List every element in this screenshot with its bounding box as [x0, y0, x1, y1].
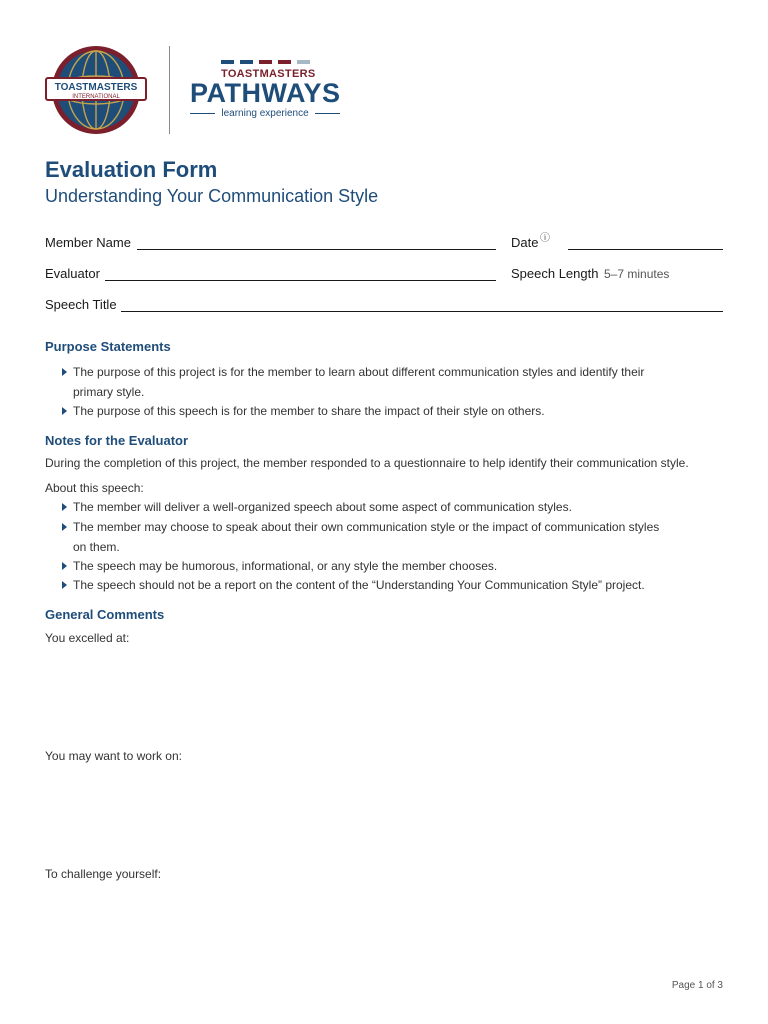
bullet-icon [62, 368, 67, 376]
notes-heading: Notes for the Evaluator [45, 433, 189, 448]
list-item-text: The speech may be humorous, informational, or any style the member chooses. [73, 559, 498, 573]
tm-logo-lower: INTERNATIONAL [72, 94, 120, 100]
pathways-color-bars [221, 60, 310, 64]
list-item-text: The purpose of this project is for the member to learn about different communication styles and identify their [73, 365, 645, 379]
toastmasters-logo [44, 44, 148, 136]
list-item-text: primary style. [73, 385, 145, 399]
general-comments-heading: General Comments [45, 607, 165, 622]
bullet-icon [62, 523, 67, 531]
list-item-text: on them. [73, 540, 120, 554]
list-item [62, 497, 722, 517]
evaluator-label: Evaluator [45, 266, 100, 281]
pathways-logo-main: PATHWAYS [190, 78, 341, 108]
page-subtitle: Understanding Your Communication Style [45, 186, 379, 206]
speech-length-value: 5–7 minutes [604, 267, 670, 281]
speech-length-label: Speech Length [511, 266, 599, 281]
bullet-icon [62, 581, 67, 589]
bullet-icon [62, 503, 67, 511]
date-label: Date [511, 235, 539, 250]
list-item [62, 517, 722, 557]
notes-intro: During the completion of this project, the member responded to a questionnaire to help identify their communication style. [45, 456, 689, 470]
pathways-logo-tagline-row [190, 108, 340, 119]
list-item [62, 362, 722, 402]
purpose-heading: Purpose Statements [45, 339, 171, 354]
member-name-label: Member Name [45, 235, 131, 250]
challenge-label: To challenge yourself: [45, 867, 162, 881]
work-on-label: You may want to work on: [45, 749, 182, 763]
speech-title-field[interactable] [121, 311, 723, 312]
speech-title-label: Speech Title [45, 297, 117, 312]
excelled-label: You excelled at: [45, 631, 130, 645]
pathways-logo-top: TOASTMASTERS [221, 68, 316, 80]
bullet-icon [62, 407, 67, 415]
list-item [62, 556, 722, 576]
date-field[interactable] [568, 249, 723, 250]
bullet-icon [62, 562, 67, 570]
list-item-text: The speech should not be a report on the content of the “Understanding Your Communication Style” project. [73, 578, 645, 592]
tm-logo-upper: TOASTMASTERS [54, 82, 138, 93]
list-item [62, 575, 722, 595]
excelled-field[interactable] [45, 650, 723, 740]
info-icon: ⓘ [540, 233, 550, 244]
page-number: Page 1 of 3 [671, 980, 723, 991]
evaluator-field[interactable] [105, 280, 496, 281]
work-on-field[interactable] [45, 768, 723, 858]
header-divider [169, 46, 170, 134]
list-item-text: The member will deliver a well-organized speech about some aspect of communication styles. [73, 500, 572, 514]
member-name-field[interactable] [137, 249, 496, 250]
notes-about: About this speech: [45, 481, 144, 495]
pathways-logo-tagline: learning experience [221, 108, 309, 119]
challenge-field[interactable] [45, 886, 723, 966]
list-item-text: The purpose of this speech is for the member to share the impact of their style on others. [73, 404, 545, 418]
list-item-text: The member may choose to speak about their own communication style or the impact of communication styles [73, 520, 660, 534]
list-item [62, 401, 722, 421]
page-title: Evaluation Form [45, 157, 218, 182]
